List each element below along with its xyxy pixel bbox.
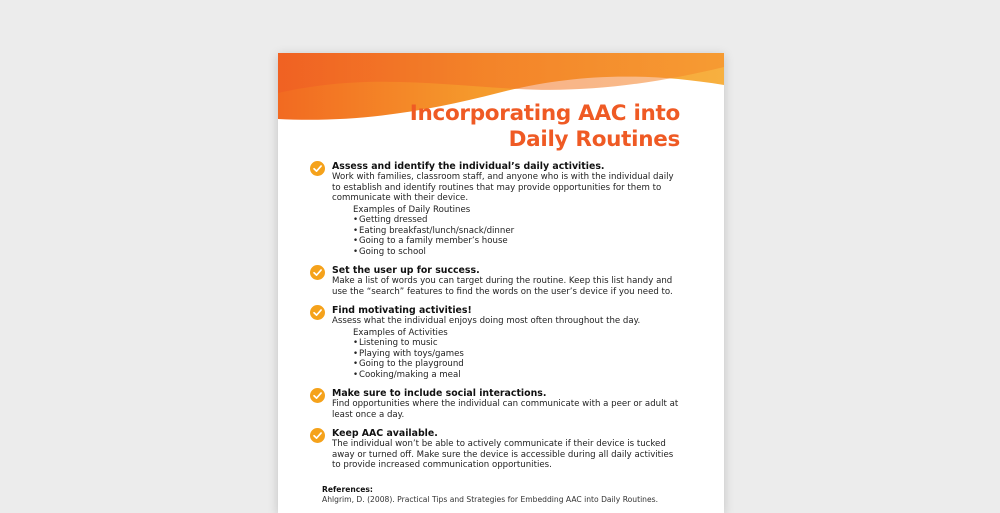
tips-list — [310, 161, 680, 479]
example-item: • Listening to music — [353, 338, 680, 349]
checkmark-circle-icon — [310, 265, 325, 280]
item-title: Set the user up for success. — [332, 265, 480, 276]
references-label: References: — [322, 485, 373, 494]
document-page — [278, 53, 724, 513]
item-body: Make a list of words you can target during the routine. Keep this list handy and use the “search” features to find the words on the user’s device if you need to. — [332, 276, 673, 297]
examples-heading: Examples of Activities — [353, 327, 448, 338]
checkmark-circle-icon — [310, 305, 325, 320]
examples-list — [353, 328, 680, 381]
item-title: Assess and identify the individual’s daily activities. — [332, 161, 605, 172]
item-body: Work with families, classroom staff, and anyone who is with the individual daily to establish and identify routines that may provide opportunities for them to communicate with their device. — [332, 172, 674, 203]
list-item — [310, 161, 680, 257]
example-item: • Going to school — [353, 247, 680, 258]
page-title — [410, 101, 680, 153]
item-body: Find opportunities where the individual can communicate with a peer or adult at least once a day. — [332, 399, 679, 420]
title-line-2: Daily Routines — [508, 127, 680, 152]
item-title: Make sure to include social interactions. — [332, 388, 547, 399]
item-body: The individual won’t be able to actively communicate if their device is tucked away or turned off. Make sure the device is accessible during all daily activities to provide increased communication opportunities. — [332, 439, 674, 470]
checkmark-circle-icon — [310, 388, 325, 403]
list-item — [310, 428, 680, 471]
item-body: Assess what the individual enjoys doing most often throughout the day. — [332, 316, 641, 326]
examples-heading: Examples of Daily Routines — [353, 204, 471, 215]
list-item — [310, 388, 680, 420]
example-item: • Going to a family member’s house — [353, 236, 680, 247]
checkmark-circle-icon — [310, 161, 325, 176]
example-item: • Eating breakfast/lunch/snack/dinner — [353, 226, 680, 237]
example-item: • Playing with toys/games — [353, 349, 680, 360]
checkmark-circle-icon — [310, 428, 325, 443]
examples-list — [353, 205, 680, 258]
example-item: • Getting dressed — [353, 215, 680, 226]
title-line-1: Incorporating AAC into — [409, 101, 680, 126]
example-item: • Cooking/making a meal — [353, 370, 680, 381]
item-title: Keep AAC available. — [332, 428, 438, 439]
item-title: Find motivating activities! — [332, 305, 472, 316]
list-item — [310, 265, 680, 297]
example-item: • Going to the playground — [353, 359, 680, 370]
list-item — [310, 305, 680, 380]
reference-text: Ahlgrim, D. (2008). Practical Tips and Strategies for Embedding AAC into Daily Routines. — [322, 495, 659, 504]
